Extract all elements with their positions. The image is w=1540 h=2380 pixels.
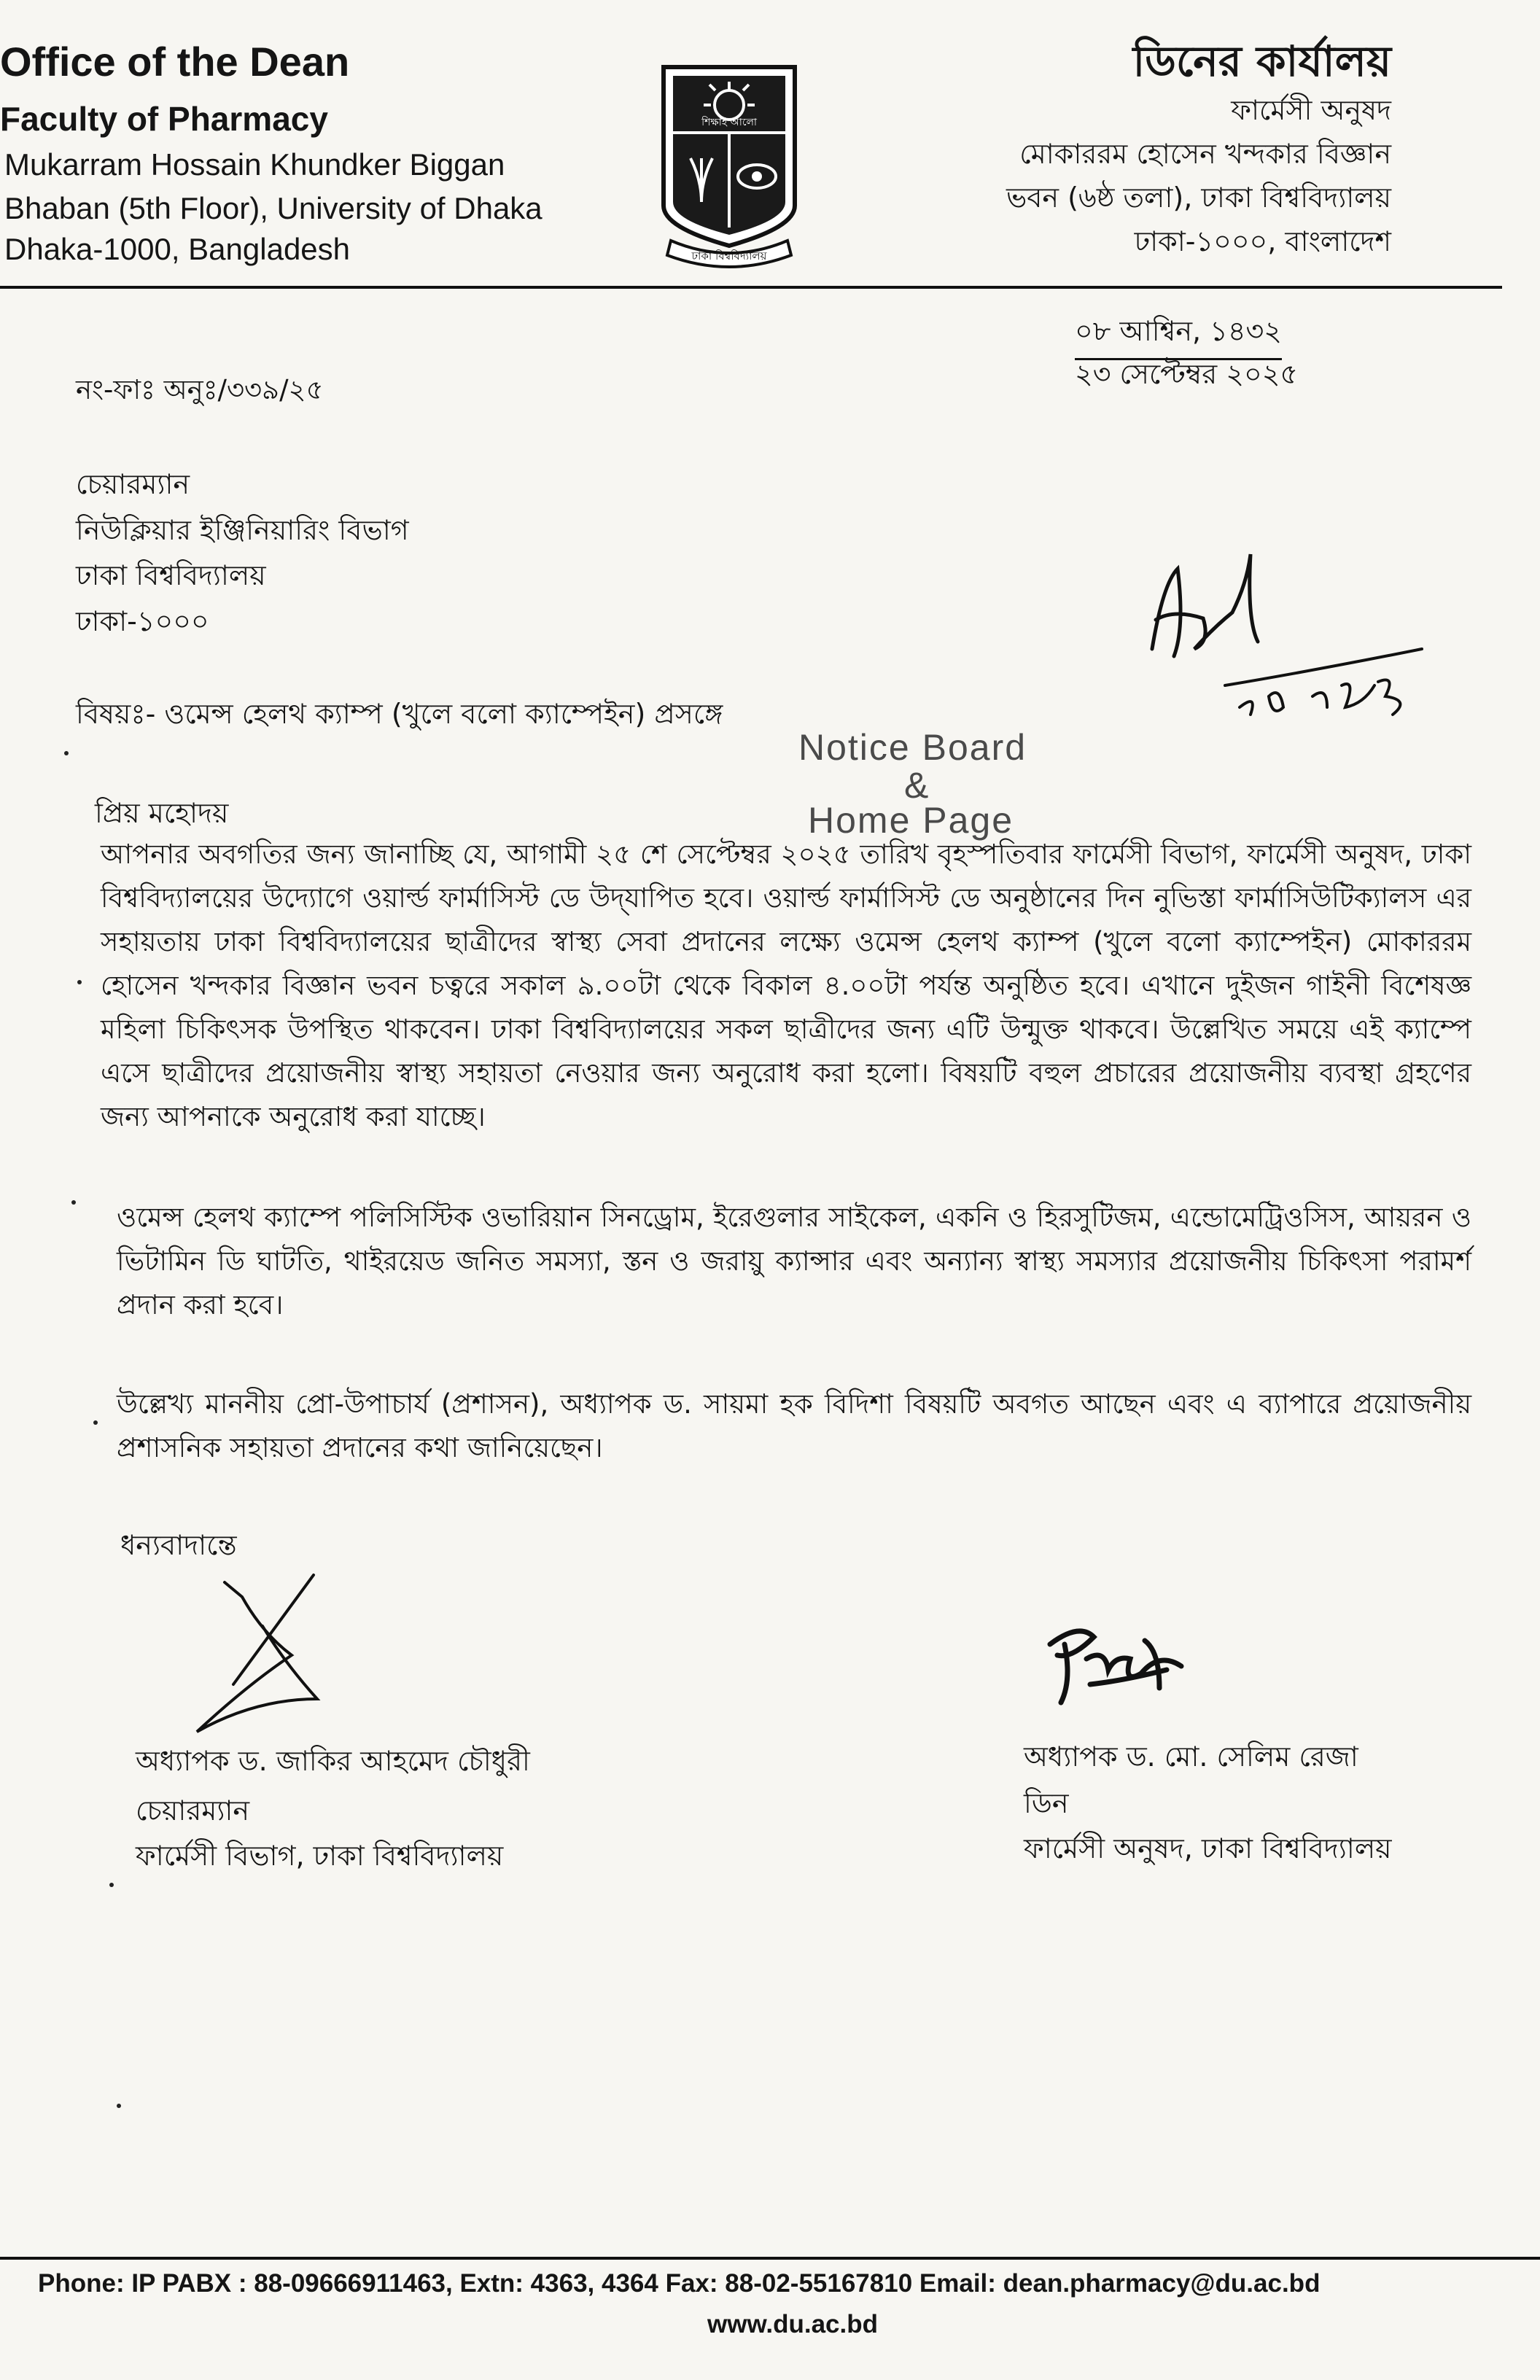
left-signatory-name: অধ্যাপক ড. জাকির আহমেদ চৌধুরী [136, 1745, 530, 1777]
footer-contact: Phone: IP PABX : 88-09666911463, Extn: 4363, 4364 Fax: 88-02-55167810 Email: dean.pharmacy@du.ac.bd [38, 2269, 1321, 2298]
page-dot [77, 980, 82, 984]
closing: ধন্যবাদান্তে [120, 1529, 237, 1561]
right-signatory-title: ডিন [1024, 1787, 1069, 1819]
subject-line: বিষয়ঃ- ওমেন্স হেলথ ক্যাম্প (খুলে বলো ক্যাম্পেইন) প্রসঙ্গে [76, 698, 723, 730]
stamp-line-3: Home Page [808, 800, 1014, 841]
body-paragraph-1: আপনার অবগতির জন্য জানাচ্ছি যে, আগামী ২৫ শে সেপ্টেম্বর ২০২৫ তারিখ বৃহস্পতিবার ফার্মেসী বিভাগ, ফার্মেসী অনুষদ, ঢাকা বিশ্ববিদ্যালয়ের উদ্যোগে ওয়ার্ল্ড ফার্মাসিস্ট ডে উদ্‌যাপিত হবে। ওয়ার্ল্ড ফার্মাসিস্ট ডে অনুষ্ঠানের দিন নুভিস্তা ফার্মাসিউটিক্যালস এর সহায়তায় ঢাকা বিশ্ববিদ্যালয়ের ছাত্রীদের স্বাস্থ্য সেবা প্রদানের লক্ষ্যে ওমেন্স হেলথ ক্যাম্প (খুলে বলো ক্যাম্পেইন) মোকাররম হোসেন খন্দকার বিজ্ঞান ভবন চত্বরে সকাল ৯.০০টা থেকে বিকাল ৪.০০টা পর্যন্ত অনুষ্ঠিত হবে। এখানে দুইজন গাইনী বিশেষজ্ঞ মহিলা চিকিৎসক উপস্থিত থাকবেন। ঢাকা বিশ্ববিদ্যালয়ের সকল ছাত্রীদের জন্য এটি উন্মুক্ত থাকবে। উল্লেখিত সময়ে এই ক্যাম্পে এসে ছাত্রীদের প্রয়োজনীয় স্বাস্থ্য সহায়তা নেওয়ার জন্য অনুরোধ করা হলো। বিষয়টি বহুল প্রচারের প্রয়োজনীয় ব্যবস্থা গ্রহণের জন্য আপনাকে অনুরোধ করা যাচ্ছে। [101, 839, 1471, 1132]
logo-top-text: শিক্ষাই আলো [701, 117, 757, 128]
recipient-line-3: ঢাকা বিশ্ববিদ্যালয় [76, 559, 266, 591]
reference-number: নং-ফাঃ অনুঃ/৩৩৯/২৫ [76, 374, 324, 405]
handwritten-receipt-note [1123, 540, 1436, 729]
address-line-1-en: Mukarram Hossain Khundker Biggan [4, 147, 505, 182]
logo-bottom-text: ঢাকা বিশ্ববিদ্যালয় [691, 249, 767, 262]
recipient-line-2: নিউক্লিয়ার ইঞ্জিনিয়ারিং বিভাগ [76, 514, 409, 546]
right-signatory-name: অধ্যাপক ড. মো. সেলিম রেজা [1024, 1741, 1358, 1773]
right-signature [1035, 1615, 1203, 1717]
body-paragraph-3: উল্লেখ্য মাননীয় প্রো-উপাচার্য (প্রশাসন), অধ্যাপক ড. সায়মা হক বিদিশা বিষয়টি অবগত আছেন এবং এ ব্যাপারে প্রয়োজনীয় প্রশাসনিক সহায়তা প্রদানের কথা জানিয়েছেন। [117, 1388, 1471, 1463]
address-line-2-en: Bhaban (5th Floor), University of Dhaka [4, 191, 542, 225]
faculty-en: Faculty of Pharmacy [0, 100, 328, 138]
address-line-3-bn: ঢাকা-১০০০, বাংলাদেশ [1134, 225, 1391, 257]
salutation: প্রিয় মহোদয় [95, 797, 229, 829]
right-signatory-org: ফার্মেসী অনুষদ, ঢাকা বিশ্ববিদ্যালয় [1024, 1832, 1392, 1864]
page-dot [93, 1420, 98, 1425]
stamp-line-2: & [904, 765, 930, 806]
date-bangla-calendar: ০৮ আশ্বিন, ১৪৩২ [1075, 310, 1282, 360]
office-title-bn: ডিনের কার্যালয় [1132, 36, 1391, 86]
page-dot [71, 1200, 76, 1205]
footer-divider [0, 2257, 1540, 2260]
body-paragraph-2: ওমেন্স হেলথ ক্যাম্পে পলিসিস্টিক ওভারিয়ান সিনড্রোম, ইরেগুলার সাইকেল, একনি ও হিরসুটিজম, এন্ডোমেট্রিওসিস, আয়রন ও ভিটামিন ডি ঘাটতি, থাইরয়েড জনিত সমস্যা, স্তন ও জরায়ু ক্যান্সার এবং অন্যান্য স্বাস্থ্য সমস্যার প্রয়োজনীয় চিকিৎসা পরামর্শ প্রদান করা হবে। [117, 1202, 1471, 1321]
address-line-2-bn: ভবন (৬ষ্ঠ তলা), ঢাকা বিশ্ববিদ্যালয় [1006, 182, 1391, 214]
recipient-line-1: চেয়ারম্যান [76, 468, 190, 500]
recipient-line-4: ঢাকা-১০০০ [76, 605, 209, 637]
university-logo [653, 60, 806, 271]
stamp-line-1: Notice Board [798, 727, 1027, 768]
footer-website: www.du.ac.bd [707, 2310, 878, 2338]
office-title-en: Office of the Dean [0, 39, 350, 85]
left-signature [175, 1568, 350, 1750]
faculty-bn: ফার্মেসী অনুষদ [1231, 94, 1391, 126]
page-dot [109, 1883, 114, 1887]
address-line-3-en: Dhaka-1000, Bangladesh [4, 232, 351, 266]
left-signatory-title: চেয়ারম্যান [136, 1794, 250, 1827]
page-dot [117, 2104, 121, 2108]
address-line-1-bn: মোকাররম হোসেন খন্দকার বিজ্ঞান [1019, 138, 1391, 170]
header-divider [0, 286, 1502, 289]
page-dot [64, 751, 69, 755]
date-gregorian: ২৩ সেপ্টেম্বর ২০২৫ [1075, 358, 1299, 390]
left-signatory-org: ফার্মেসী বিভাগ, ঢাকা বিশ্ববিদ্যালয় [136, 1840, 504, 1872]
